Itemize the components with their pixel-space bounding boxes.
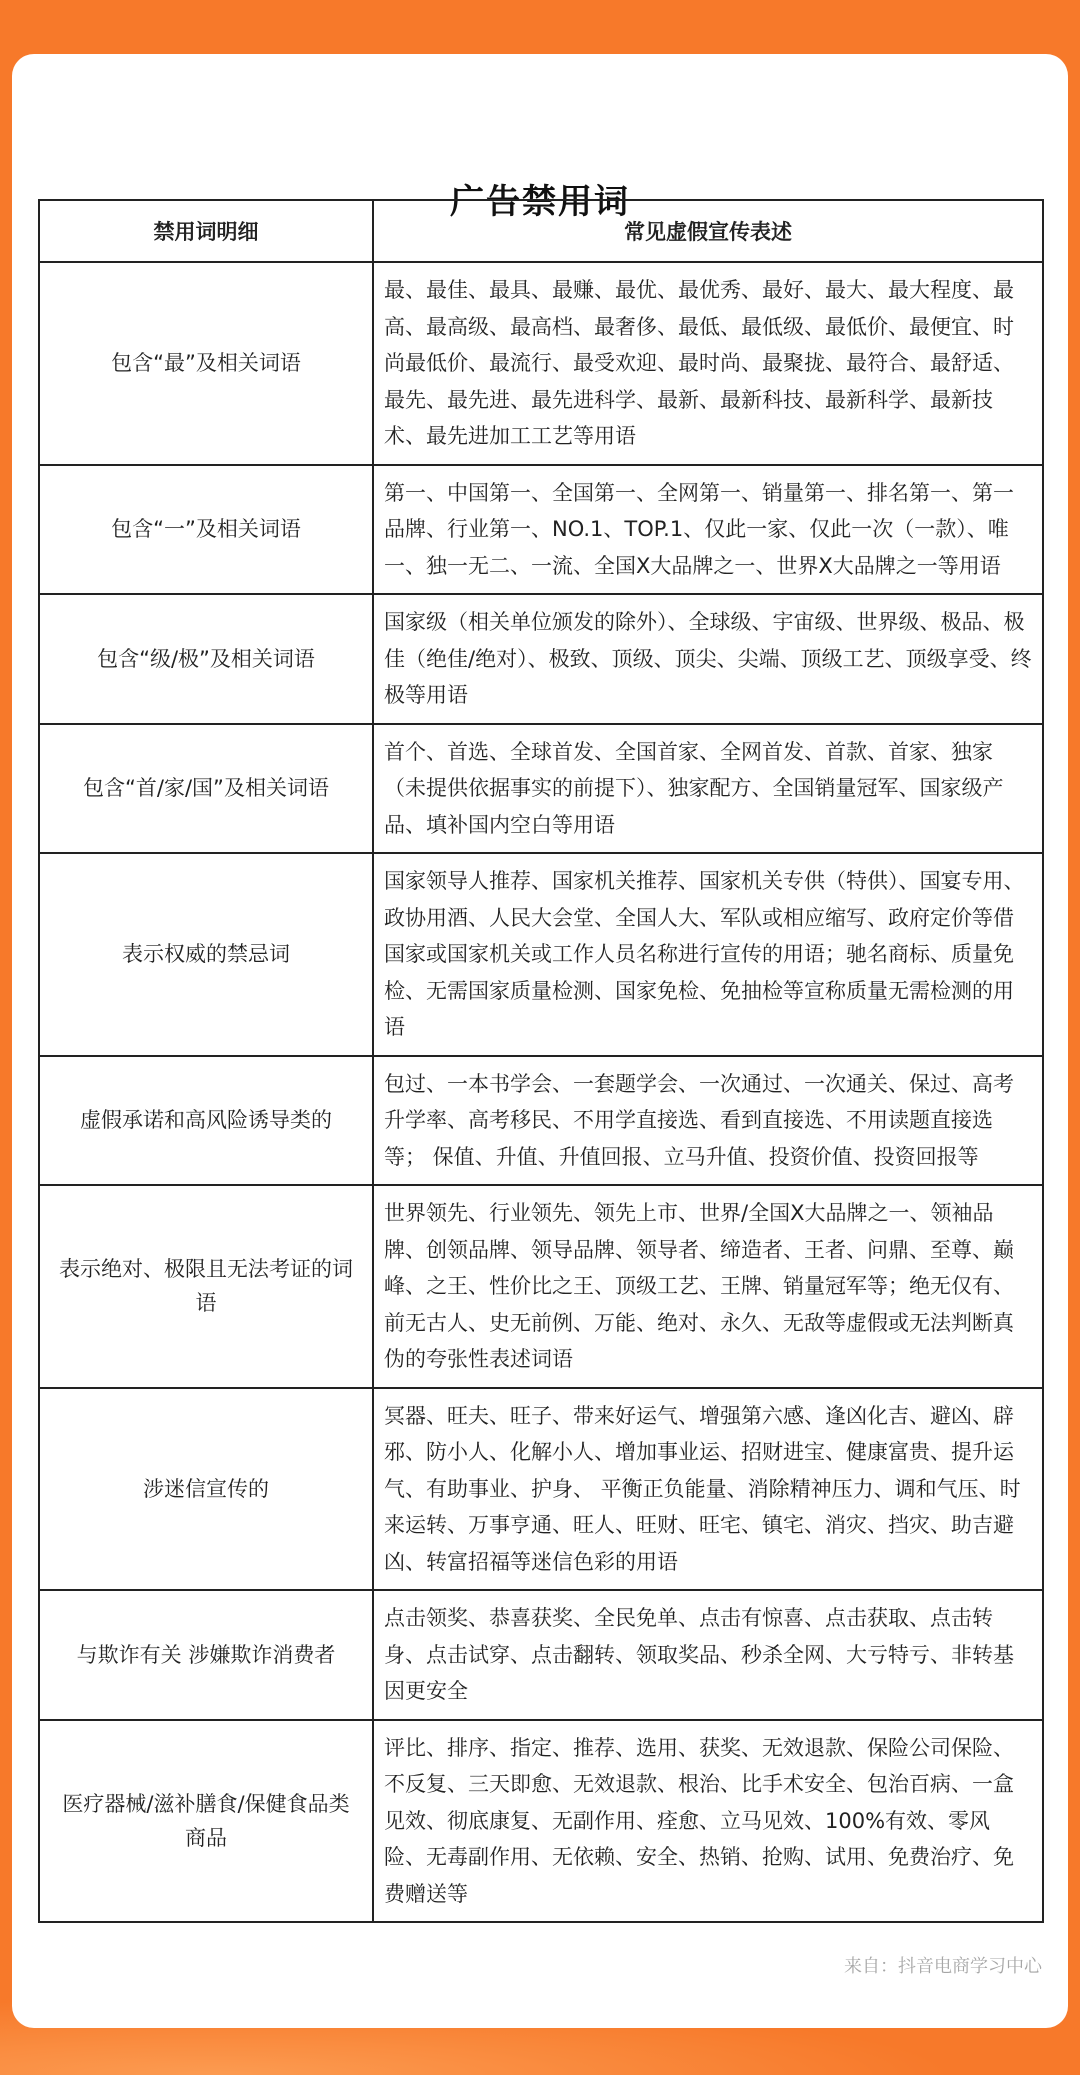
category-cell: 包含“一”及相关词语 <box>39 465 373 595</box>
source-attribution: 来自：抖音电商学习中心 <box>844 1956 1042 1977</box>
category-cell: 涉迷信宣传的 <box>39 1388 373 1591</box>
category-cell: 包含“首/家/国”及相关词语 <box>39 724 373 854</box>
description-cell: 国家领导人推荐、国家机关推荐、国家机关专供（特供）、国宴专用、政协用酒、人民大会堂、全国人大、军队或相应缩写、政府定价等借国家或国家机关或工作人员名称进行宣传的用语；驰名商标、质量免检、无需国家质量检测、国家免检、免抽检等宣称质量无需检测的用语 <box>373 853 1043 1056</box>
table-row <box>39 1056 1043 1186</box>
table-row <box>39 1720 1043 1923</box>
table-header-row <box>39 200 1043 262</box>
description-cell: 国家级（相关单位颁发的除外）、全球级、宇宙级、世界级、极品、极佳（绝佳/绝对）、极致、顶级、顶尖、尖端、顶级工艺、顶级享受、终极等用语 <box>373 594 1043 724</box>
description-cell: 首个、首选、全球首发、全国首家、全网首发、首款、首家、独家（未提供依据事实的前提下）、独家配方、全国销量冠军、国家级产品、填补国内空白等用语 <box>373 724 1043 854</box>
column-header-category: 禁用词明细 <box>39 200 373 262</box>
table-row <box>39 1388 1043 1591</box>
category-cell: 表示绝对、极限且无法考证的词语 <box>39 1185 373 1388</box>
page-title: 广告禁用词 <box>450 182 630 222</box>
table-row <box>39 262 1043 465</box>
description-cell: 冥器、旺夫、旺子、带来好运气、增强第六感、逢凶化吉、避凶、辟邪、防小人、化解小人、增加事业运、招财进宝、健康富贵、提升运气、有助事业、护身、 平衡正负能量、消除精神压力、调和气压、时来运转、万事亨通、旺人、旺财、旺宅、镇宅、消灾、挡灾、助吉避凶、转富招福等迷信色彩的用语 <box>373 1388 1043 1591</box>
description-cell: 世界领先、行业领先、领先上市、世界/全国X大品牌之一、领袖品牌、创领品牌、领导品牌、领导者、缔造者、王者、问鼎、至尊、巅峰、之王、性价比之王、顶级工艺、王牌、销量冠军等；绝无仅有、前无古人、史无前例、万能、绝对、永久、无敌等虚假或无法判断真伪的夸张性表述词语 <box>373 1185 1043 1388</box>
table-row <box>39 853 1043 1056</box>
table-row <box>39 594 1043 724</box>
category-cell: 虚假承诺和高风险诱导类的 <box>39 1056 373 1186</box>
table-row <box>39 724 1043 854</box>
description-cell: 最、最佳、最具、最赚、最优、最优秀、最好、最大、最大程度、最高、最高级、最高档、最奢侈、最低、最低级、最低价、最便宜、时尚最低价、最流行、最受欢迎、最时尚、最聚拢、最符合、最舒适、最先、最先进、最先进科学、最新、最新科技、最新科学、最新技术、最先进加工工艺等用语 <box>373 262 1043 465</box>
column-header-description: 常见虚假宣传表述 <box>373 200 1043 262</box>
table-row <box>39 1185 1043 1388</box>
category-cell: 与欺诈有关 涉嫌欺诈消费者 <box>39 1590 373 1720</box>
banned-words-table <box>38 199 1044 1923</box>
description-cell: 第一、中国第一、全国第一、全网第一、销量第一、排名第一、第一品牌、行业第一、NO.1、TOP.1、仅此一家、仅此一次（一款）、唯一、独一无二、一流、全国X大品牌之一、世界X大品牌之一等用语 <box>373 465 1043 595</box>
table-row <box>39 1590 1043 1720</box>
category-cell: 包含“最”及相关词语 <box>39 262 373 465</box>
category-cell: 医疗器械/滋补膳食/保健食品类商品 <box>39 1720 373 1923</box>
description-cell: 包过、一本书学会、一套题学会、一次通过、一次通关、保过、高考升学率、高考移民、不用学直接选、看到直接选、不用读题直接选等； 保值、升值、升值回报、立马升值、投资价值、投资回报等 <box>373 1056 1043 1186</box>
description-cell: 评比、排序、指定、推荐、选用、获奖、无效退款、保险公司保险、不反复、三天即愈、无效退款、根治、比手术安全、包治百病、一盒见效、彻底康复、无副作用、痊愈、立马见效、100%有效、零风险、无毒副作用、无依赖、安全、热销、抢购、试用、免费治疗、免费赠送等 <box>373 1720 1043 1923</box>
content-card <box>12 54 1068 2028</box>
table-row <box>39 465 1043 595</box>
category-cell: 包含“级/极”及相关词语 <box>39 594 373 724</box>
category-cell: 表示权威的禁忌词 <box>39 853 373 1056</box>
description-cell: 点击领奖、恭喜获奖、全民免单、点击有惊喜、点击获取、点击转身、点击试穿、点击翻转、领取奖品、秒杀全网、大亏特亏、非转基因更安全 <box>373 1590 1043 1720</box>
